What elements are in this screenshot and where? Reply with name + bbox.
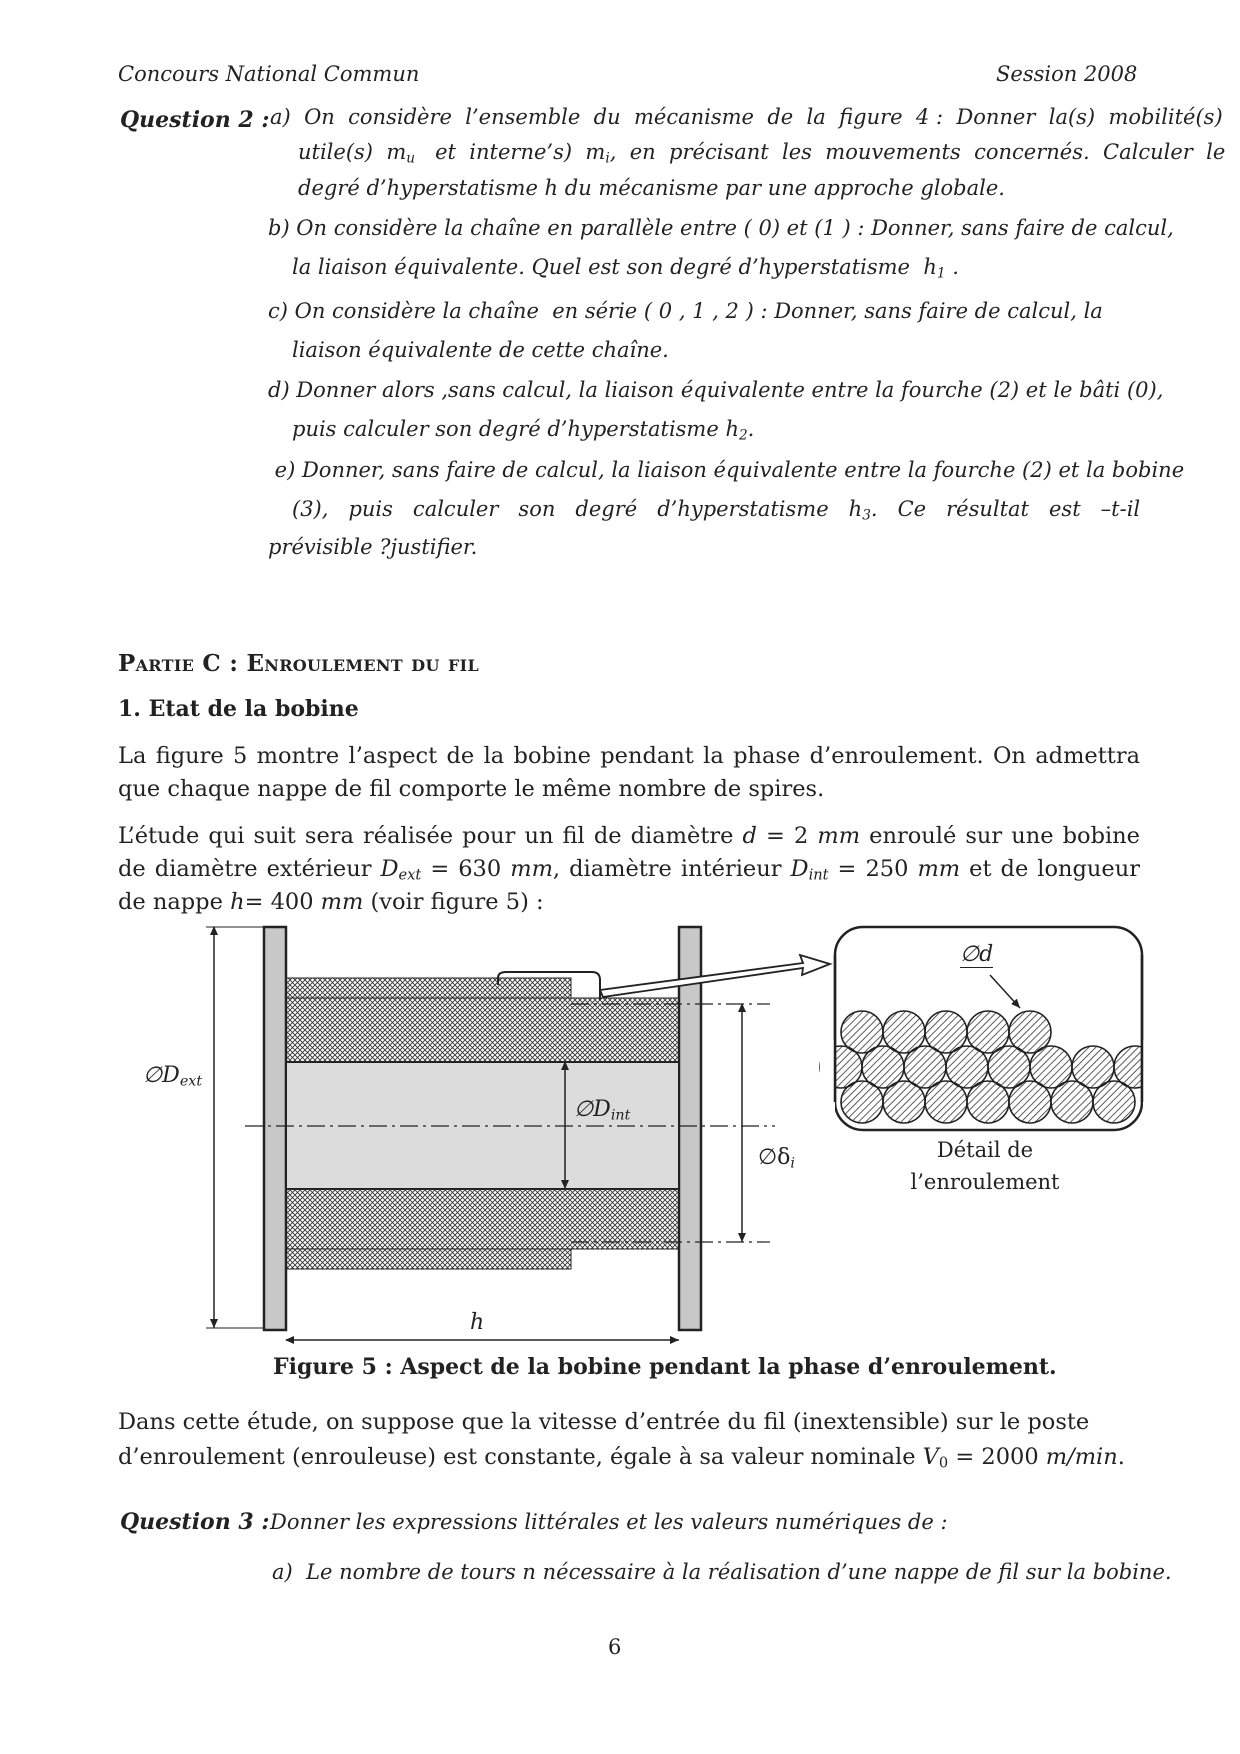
q2-b-line1: b) On considère la chaîne en parallèle entre ( 0) et (1 ) : Donner, sans faire de calcul, bbox=[268, 216, 1174, 240]
paragraph-1: La figure 5 montre l’aspect de la bobine pendant la phase d’enroulement. On admettra que chaque nappe de fil comporte le même nombre de spires. bbox=[118, 743, 1140, 802]
section-title: Partie C : Enroulement du fil bbox=[118, 650, 479, 677]
question2-label: Question 2 : bbox=[120, 107, 270, 133]
q2-e-line2: (3), puis calculer son degré d’hyperstatisme $h_3$. Ce résultat est –t-il bbox=[292, 497, 1141, 524]
label-dext: $\emptyset D_{ext}$ bbox=[143, 1063, 203, 1090]
question3-text: Donner les expressions littérales et les valeurs numériques de : bbox=[270, 1510, 948, 1534]
label-d: ∅d bbox=[960, 942, 994, 967]
detail-caption: Détail de l’enroulement bbox=[910, 1138, 1060, 1194]
bottom-wire-layers bbox=[286, 1189, 679, 1269]
question3-label: Question 3 : bbox=[120, 1509, 270, 1535]
paragraph-3-line1: Dans cette étude, on suppose que la vitesse d’entrée du fil (inextensible) sur le poste bbox=[118, 1409, 1090, 1435]
subsection-title: 1. Etat de la bobine bbox=[118, 696, 359, 722]
left-flange bbox=[264, 927, 286, 1330]
q2-a-line2: utile(s) $m_u$ et interne’s) $m_i$, en précisant les mouvements concernés. Calculer le bbox=[298, 140, 1226, 167]
figure-caption: Figure 5 : Aspect de la bobine pendant la phase d’enroulement. bbox=[273, 1354, 1057, 1380]
label-h: h bbox=[470, 1310, 485, 1335]
q2-c-line1: c) On considère la chaîne en série ( 0 , 1 , 2 ) : Donner, sans faire de calcul, la bbox=[268, 299, 1103, 323]
label-dint: $\emptyset D_{int}$ bbox=[574, 1097, 631, 1124]
paragraph-2: L’étude qui suit sera réalisée pour un fil de diamètre d = 2 mm enroulé sur une bobine de diamètre extérieur $D_{ext} = 630$ mm, diamètre intérieur $D_{int} = 250$ mm et de longueur de nappe h= 400 mm (voir figure 5) : bbox=[118, 823, 1140, 915]
question3-a: a) Le nombre de tours n nécessaire à la réalisation d’une nappe de fil sur la bobine. bbox=[272, 1560, 1172, 1584]
label-delta: $\emptyset\delta_i$ bbox=[758, 1145, 795, 1172]
header-left: Concours National Commun bbox=[118, 62, 420, 86]
paragraph-3-line2: d’enroulement (enrouleuse) est constante, égale à sa valeur nominale $V_0 = 2000$ m/min. bbox=[118, 1444, 1125, 1472]
q2-a-line3: degré d’hyperstatisme h du mécanisme par une approche globale. bbox=[298, 176, 1005, 200]
q2-e-line1: e) Donner, sans faire de calcul, la liaison équivalente entre la fourche (2) et la bobine bbox=[268, 458, 1185, 482]
q2-b-line2: la liaison équivalente. Quel est son degré d’hyperstatisme $h_1$ . bbox=[292, 255, 959, 282]
header-right: Session 2008 bbox=[996, 62, 1138, 86]
q2-d-line1: d) Donner alors ,sans calcul, la liaison équivalente entre la fourche (2) et le bâti (0), bbox=[268, 378, 1164, 402]
right-flange bbox=[679, 927, 701, 1330]
detail-arrow bbox=[600, 955, 830, 997]
page-number: 6 bbox=[608, 1635, 622, 1659]
q2-d-line2: puis calculer son degré d’hyperstatisme $h_2$. bbox=[292, 417, 755, 444]
q2-e-line3: prévisible ?justifier. bbox=[268, 535, 478, 559]
q2-c-line2: liaison équivalente de cette chaîne. bbox=[292, 338, 669, 362]
q2-a-line1: a) On considère l’ensemble du mécanisme de la figure 4 : Donner la(s) mobilité(s) bbox=[270, 105, 1223, 129]
